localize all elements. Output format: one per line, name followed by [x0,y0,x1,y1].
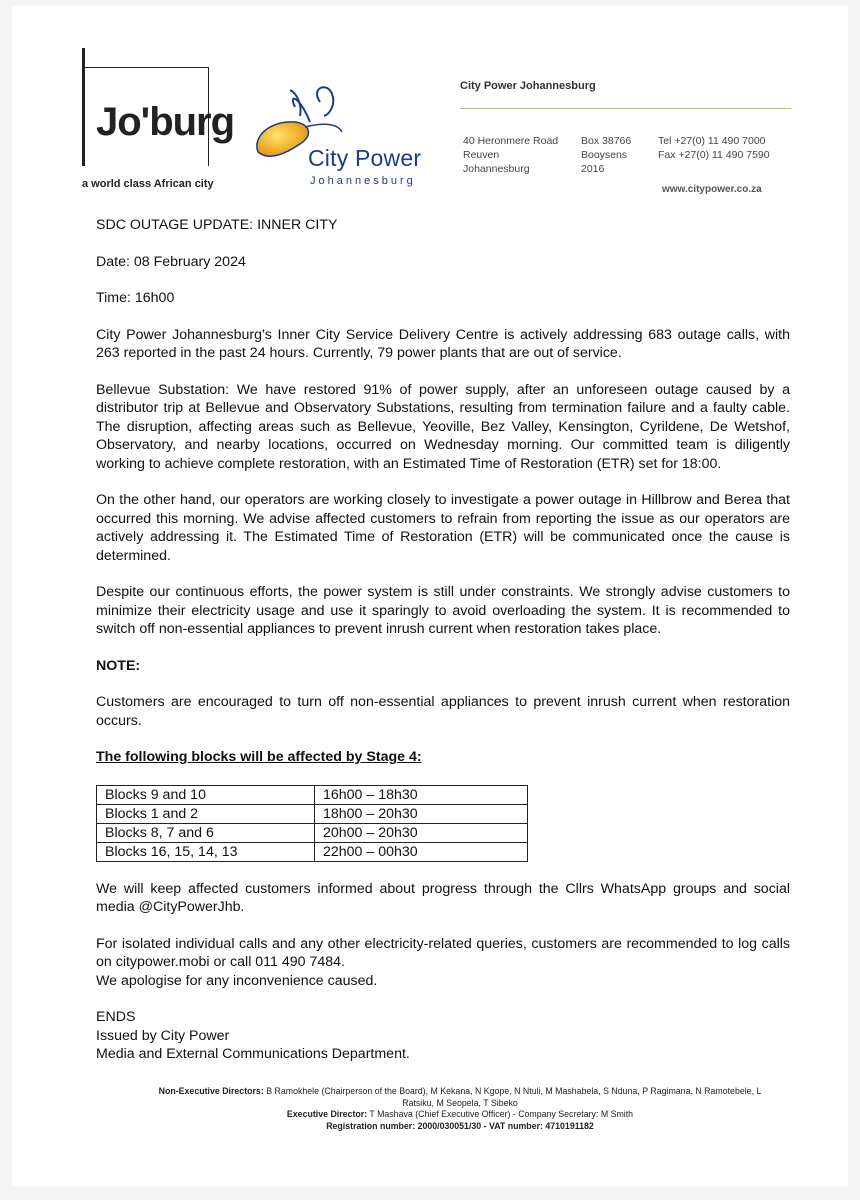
website-link[interactable]: www.citypower.co.za [662,184,762,195]
table-row [97,823,528,842]
block-cell: Blocks 9 and 10 [97,785,315,804]
paragraph-apology: We apologise for any inconvenience caused. [96,972,378,989]
time-cell: 20h00 – 20h30 [315,823,528,842]
paragraph-bellevue: Bellevue Substation: We have restored 91% of power supply, after an unforeseen outage caused by a distributor trip at Bellevue and Observatory Substations, resulting from termination failure and a faulty cable. The disruption, affecting areas such as Bellevue, Yeoville, Bez Valley, Kensington, Cyrildene, De Wetshof, Observatory, and nearby locations, occurred on Wednesday morning. Our committed team is diligently working to achieve complete restoration, with an Estimated Time of Restoration (ETR) set for 18:00. [96,381,790,472]
joburg-tagline: a world class African city [82,178,214,190]
address-line: 40 Heronmere Road [463,135,559,147]
paragraph-outage-calls: City Power Johannesburg's Inner City Service Delivery Centre is actively addressing 683 outage calls, with 263 reported in the past 24 hours. Currently, 79 power plants that are out of service. [96,326,790,361]
table-row [97,804,528,823]
ned-label: Non-Executive Directors: [158,1086,264,1096]
paragraph-queries: For isolated individual calls and any other electricity-related queries, customers are recommended to log calls on citypower.mobi or call 011 490 7484. [96,935,790,970]
joburg-logo: Jo'burg [96,100,235,144]
header-divider [460,108,791,109]
po-box-line: 2016 [581,163,605,175]
ed-label: Executive Director: [286,1109,368,1119]
letterhead-footer [150,1086,770,1132]
paragraph-updates: We will keep affected customers informed about progress through the Cllrs WhatsApp groups and social media @CityPowerJhb. [96,880,790,915]
blocks-table [96,785,528,862]
time-cell: 18h00 – 20h30 [315,804,528,823]
fax-number: Fax +27(0) 11 490 7590 [658,149,770,161]
block-cell: Blocks 1 and 2 [97,804,315,823]
table-row [97,842,528,861]
block-cell: Blocks 8, 7 and 6 [97,823,315,842]
document-body [96,216,790,1064]
po-box-block [581,134,631,176]
block-cell: Blocks 16, 15, 14, 13 [97,842,315,861]
executive-director [150,1109,770,1121]
address-line: Johannesburg [463,163,530,175]
registration-info: Registration number: 2000/030051/30 - VAT number: 4710191182 [326,1120,594,1131]
document-date: Date: 08 February 2024 [96,253,246,270]
department: Media and External Communications Department. [96,1046,410,1062]
paragraph-constraints: Despite our continuous efforts, the power system is still under constraints. We strongly advise customers to minimize their electricity usage and use it sparingly to avoid overloading the system. It is recommended to switch off non-essential appliances to prevent inrush current when restoration takes place. [96,584,790,637]
paragraph-hillbrow: On the other hand, our operators are working closely to investigate a power outage in Hillbrow and Berea that occurred this morning. We advise affected customers to refrain from reporting the issue as our operators are actively addressing it. The Estimated Time of Restoration (ETR) will be communicated once the cause is determined. [96,492,790,564]
contact-block [658,134,770,162]
ends-label: ENDS [96,1009,136,1025]
address-line: Reuven [463,149,500,161]
non-executive-directors [150,1086,770,1109]
ed-text: T Mashava (Chief Executive Officer) - Company Secretary: M Smith [369,1109,634,1119]
document-time: Time: 16h00 [96,290,175,306]
company-name: City Power Johannesburg [460,80,596,92]
table-row [97,785,528,804]
paragraph-note: Customers are encouraged to turn off non-essential appliances to prevent inrush current when restoration occurs. [96,694,790,729]
city-power-logo-text: City Power [308,145,422,171]
note-label: NOTE: [96,657,141,674]
address-block [463,134,558,176]
blocks-table-title: The following blocks will be affected by Stage 4: [96,749,422,765]
po-box-line: Booysens [581,149,628,161]
document-title: SDC OUTAGE UPDATE: INNER CITY [96,217,338,233]
po-box-line: Box 38766 [581,135,632,147]
city-power-logo-subtext: Johannesburg [310,175,416,187]
tel-number: Tel +27(0) 11 490 7000 [658,135,766,147]
time-cell: 16h00 – 18h30 [315,785,528,804]
time-cell: 22h00 – 00h30 [315,842,528,861]
issued-by: Issued by City Power [96,1027,230,1044]
ned-names: B Ramokhele (Chairperson of the Board), M Kekana, N Kgope, N Ntuli, M Mashabela, S Nduna, P Ragimana, N Ramotebele, L Ratsiku, M Seopela, T Sibeko [266,1086,762,1108]
